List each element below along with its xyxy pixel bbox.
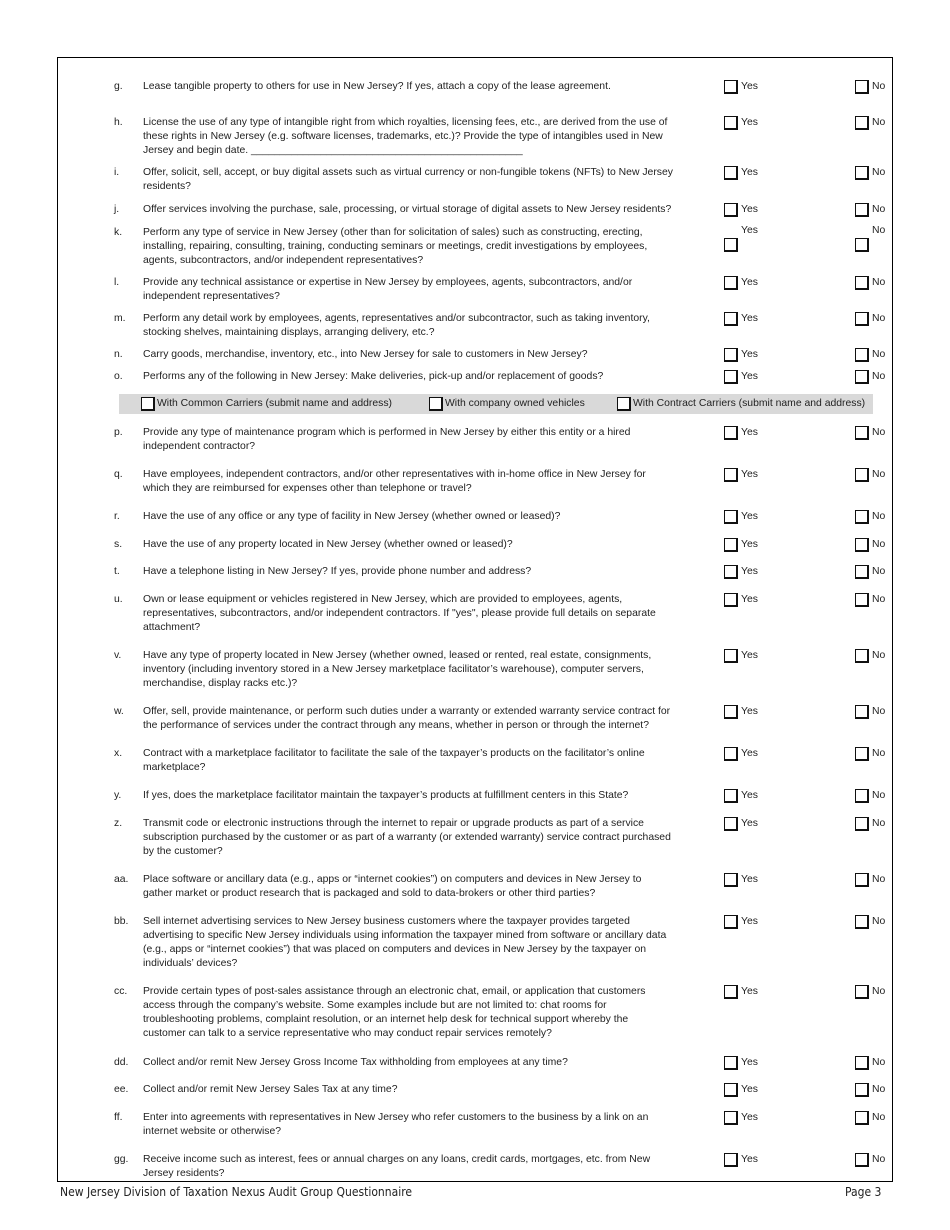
yes-label: Yes	[741, 277, 758, 288]
question-letter: v.	[114, 650, 122, 661]
no-checkbox[interactable]	[855, 426, 869, 440]
no-label: No	[872, 874, 886, 885]
company-vehicles-label: With company owned vehicles	[445, 398, 585, 409]
no-checkbox[interactable]	[855, 116, 869, 130]
question-text: Receive income such as interest, fees or annual charges on any loans, credit cards, mortgages, etc. from New Jersey residents?	[143, 1154, 651, 1179]
yes-label: Yes	[741, 469, 758, 480]
yes-checkbox[interactable]	[724, 538, 738, 552]
no-label: No	[872, 986, 886, 997]
no-label: No	[872, 427, 886, 438]
page-number: Page 3	[845, 1185, 882, 1199]
no-label: No	[872, 1112, 886, 1123]
contract-carriers-checkbox[interactable]	[617, 397, 631, 411]
yes-label: Yes	[741, 706, 758, 717]
question-letter: ff.	[114, 1112, 123, 1123]
question-letter: bb.	[114, 916, 129, 927]
yes-label: Yes	[741, 371, 758, 382]
question-text: Enter into agreements with representatives in New Jersey who refer customers to the business by a link on an internet website or otherwise?	[143, 1112, 649, 1137]
question-text: Have any type of property located in New Jersey (whether owned, leased or rented, real estate, consignments, inventory (including inventory stored in a New Jersey marketplace facilitator’s warehouse), computer servers, merchandise, display racks etc.)?	[143, 650, 652, 689]
yes-checkbox[interactable]	[724, 1083, 738, 1097]
yes-checkbox[interactable]	[724, 238, 738, 252]
yes-checkbox[interactable]	[724, 789, 738, 803]
no-checkbox[interactable]	[855, 238, 869, 252]
yes-checkbox[interactable]	[724, 203, 738, 217]
no-label: No	[872, 81, 886, 92]
yes-checkbox[interactable]	[724, 985, 738, 999]
yes-checkbox[interactable]	[724, 276, 738, 290]
question-text: Offer, sell, provide maintenance, or perform such duties under a warranty or extended warranty service contract for the performance of services under the contract through any means, whether in person or through the internet?	[143, 706, 671, 731]
no-label: No	[872, 594, 886, 605]
yes-label: Yes	[741, 1112, 758, 1123]
yes-label: Yes	[741, 167, 758, 178]
yes-label: Yes	[741, 1084, 758, 1095]
no-checkbox[interactable]	[855, 1153, 869, 1167]
question-text: Provide certain types of post-sales assistance through an electronic chat, email, or application that customers access through the company’s website. Some examples include but are not limited to: chat rooms for troubleshooting problems, complaint resolution, or an internet help desk for technical support whereby the customer can talk to a service representative who may conduct repair services remotely?	[143, 986, 646, 1039]
company-vehicles-checkbox[interactable]	[429, 397, 443, 411]
no-label: No	[872, 469, 886, 480]
question-letter: x.	[114, 748, 123, 759]
contract-carriers-label: With Contract Carriers (submit name and address)	[633, 398, 866, 409]
yes-checkbox[interactable]	[724, 915, 738, 929]
yes-checkbox[interactable]	[724, 817, 738, 831]
question-text: If yes, does the marketplace facilitator maintain the taxpayer’s products at fulfillment centers in this State?	[143, 790, 629, 801]
question-letter: cc.	[114, 986, 128, 997]
no-checkbox[interactable]	[855, 1056, 869, 1070]
no-checkbox[interactable]	[855, 985, 869, 999]
no-label: No	[872, 539, 886, 550]
yes-label: Yes	[741, 539, 758, 550]
yes-checkbox[interactable]	[724, 80, 738, 94]
no-checkbox[interactable]	[855, 166, 869, 180]
yes-checkbox[interactable]	[724, 510, 738, 524]
no-label: No	[872, 706, 886, 717]
question-letter: l.	[114, 277, 120, 288]
question-text: Collect and/or remit New Jersey Sales Tax at any time?	[143, 1084, 398, 1095]
yes-checkbox[interactable]	[724, 649, 738, 663]
no-label: No	[872, 790, 886, 801]
yes-checkbox[interactable]	[724, 1056, 738, 1070]
question-letter: s.	[114, 539, 123, 550]
question-letter: aa.	[114, 874, 129, 885]
yes-label: Yes	[741, 916, 758, 927]
no-checkbox[interactable]	[855, 817, 869, 831]
yes-label: Yes	[741, 874, 758, 885]
question-letter: t.	[114, 566, 120, 577]
question-text: Have a telephone listing in New Jersey? If yes, provide phone number and address?	[143, 566, 532, 577]
yes-label: Yes	[741, 117, 758, 128]
question-text: Provide any type of maintenance program which is performed in New Jersey by either this entity or a hired independent contractor?	[143, 427, 631, 452]
question-letter: i.	[114, 167, 120, 178]
question-letter: y.	[114, 790, 122, 801]
no-label: No	[872, 117, 886, 128]
yes-checkbox[interactable]	[724, 370, 738, 384]
no-label: No	[872, 167, 886, 178]
yes-checkbox[interactable]	[724, 166, 738, 180]
common-carriers-checkbox[interactable]	[141, 397, 155, 411]
no-label: No	[872, 1084, 886, 1095]
no-label: No	[872, 1057, 886, 1068]
yes-checkbox[interactable]	[724, 426, 738, 440]
yes-label: Yes	[741, 818, 758, 829]
question-text: Collect and/or remit New Jersey Gross Income Tax withholding from employees at any time?	[143, 1057, 568, 1068]
question-text: Perform any detail work by employees, agents, representatives and/or subcontractor, such as taking inventory, stocking shelves, maintaining displays, arranging delivery, etc.?	[143, 313, 650, 338]
no-label: No	[872, 818, 886, 829]
no-checkbox[interactable]	[855, 649, 869, 663]
question-letter: z.	[114, 818, 123, 829]
question-letter: w.	[114, 706, 124, 717]
question-text: Offer services involving the purchase, sale, processing, or virtual storage of digital assets to New Jersey residents?	[143, 204, 672, 215]
no-label: No	[872, 349, 886, 360]
question-text: Own or lease equipment or vehicles registered in New Jersey, which are provided to employees, agents, representatives, subcontractors, and/or independent contractors. If "yes", please provide full details on separate attachment?	[143, 594, 656, 633]
no-label: No	[872, 225, 886, 236]
no-checkbox[interactable]	[855, 1111, 869, 1125]
question-letter: dd.	[114, 1057, 129, 1068]
no-label: No	[872, 371, 886, 382]
question-letter: k.	[114, 227, 123, 238]
no-label: No	[872, 1154, 886, 1165]
yes-label: Yes	[741, 1154, 758, 1165]
yes-label: Yes	[741, 81, 758, 92]
question-letter: r.	[114, 511, 120, 522]
question-text: Carry goods, merchandise, inventory, etc., into New Jersey for sale to customers in New Jersey?	[143, 349, 588, 360]
no-label: No	[872, 650, 886, 661]
yes-checkbox[interactable]	[724, 565, 738, 579]
no-checkbox[interactable]	[855, 565, 869, 579]
question-text: Transmit code or electronic instructions through the internet to repair or upgrade products as part of a service subscription purchased by the customer or as part of a warranty (or extended warranty) service contract purchased by the customer?	[143, 818, 671, 857]
no-label: No	[872, 204, 886, 215]
yes-checkbox[interactable]	[724, 1111, 738, 1125]
yes-label: Yes	[741, 650, 758, 661]
no-label: No	[872, 277, 886, 288]
yes-checkbox[interactable]	[724, 468, 738, 482]
question-letter: g.	[114, 81, 123, 92]
no-checkbox[interactable]	[855, 203, 869, 217]
no-label: No	[872, 748, 886, 759]
question-letter: j.	[114, 204, 120, 215]
yes-label: Yes	[741, 566, 758, 577]
question-text: Perform any type of service in New Jersey (other than for solicitation of sales) such as constructing, erecting, installing, repairing, consulting, training, conducting seminars or meetings, credit investigations by employees, agents, subcontractors, and/or independent representatives?	[143, 227, 648, 266]
question-letter: n.	[114, 349, 123, 360]
question-text: Sell internet advertising services to New Jersey business customers where the taxpayer provides targeted advertising to specific New Jersey individuals using information the taxpayer mined from software or ancillary data (e.g., apps or “internet cookies”) that was placed on computers and devices in New Jersey by the taxpayer on individuals’ devices?	[143, 916, 667, 969]
yes-checkbox[interactable]	[724, 312, 738, 326]
no-checkbox[interactable]	[855, 747, 869, 761]
no-checkbox[interactable]	[855, 705, 869, 719]
no-checkbox[interactable]	[855, 276, 869, 290]
question-letter: p.	[114, 427, 123, 438]
yes-checkbox[interactable]	[724, 116, 738, 130]
no-checkbox[interactable]	[855, 789, 869, 803]
no-checkbox[interactable]	[855, 312, 869, 326]
no-label: No	[872, 511, 886, 522]
question-text: Place software or ancillary data (e.g., apps or “internet cookies”) on computers and devices in New Jersey to gather market or product research that is packaged and sold to data-brokers or other third parties?	[143, 874, 642, 899]
common-carriers-label: With Common Carriers (submit name and address)	[157, 398, 393, 409]
no-label: No	[872, 566, 886, 577]
carrier-options-bar	[119, 394, 873, 414]
question-letter: q.	[114, 469, 123, 480]
yes-label: Yes	[741, 790, 758, 801]
yes-label: Yes	[741, 986, 758, 997]
no-checkbox[interactable]	[855, 593, 869, 607]
yes-label: Yes	[741, 1057, 758, 1068]
no-label: No	[872, 313, 886, 324]
yes-label: Yes	[741, 511, 758, 522]
yes-checkbox[interactable]	[724, 873, 738, 887]
question-text: License the use of any type of intangible right from which royalties, licensing fees, etc., are derived from the use of these rights in New Jersey (e.g. software licenses, trademarks, etc.)? Provide the type of intangibles used in New Jersey and begin date. _______________________________________________	[143, 117, 668, 156]
no-checkbox[interactable]	[855, 348, 869, 362]
question-text: Lease tangible property to others for use in New Jersey? If yes, attach a copy of the lease agreement.	[143, 81, 611, 92]
question-letter: h.	[114, 117, 123, 128]
question-text: Have the use of any office or any type of facility in New Jersey (whether owned or leased)?	[143, 511, 561, 522]
yes-checkbox[interactable]	[724, 705, 738, 719]
no-label: No	[872, 916, 886, 927]
yes-label: Yes	[741, 427, 758, 438]
no-checkbox[interactable]	[855, 510, 869, 524]
yes-label: Yes	[741, 313, 758, 324]
no-checkbox[interactable]	[855, 1083, 869, 1097]
yes-label: Yes	[741, 349, 758, 360]
question-text: Have employees, independent contractors, and/or other representatives with in-home office in New Jersey for which they are reimbursed for expenses other than telephone or travel?	[143, 469, 646, 494]
question-text: Contract with a marketplace facilitator to facilitate the sale of the taxpayer’s products on the facilitator’s online marketplace?	[143, 748, 645, 773]
no-checkbox[interactable]	[855, 538, 869, 552]
yes-checkbox[interactable]	[724, 1153, 738, 1167]
question-letter: m.	[114, 313, 126, 324]
footer-title: New Jersey Division of Taxation Nexus Audit Group Questionnaire	[60, 1185, 413, 1199]
question-letter: o.	[114, 371, 123, 382]
question-text: Have the use of any property located in New Jersey (whether owned or leased)?	[143, 539, 513, 550]
question-letter: gg.	[114, 1154, 129, 1165]
yes-checkbox[interactable]	[724, 747, 738, 761]
yes-label: Yes	[741, 748, 758, 759]
yes-label: Yes	[741, 204, 758, 215]
question-text: Offer, solicit, sell, accept, or buy digital assets such as virtual currency or non-fungible tokens (NFTs) to New Jersey residents?	[143, 167, 673, 192]
yes-checkbox[interactable]	[724, 593, 738, 607]
yes-label: Yes	[741, 225, 758, 236]
yes-label: Yes	[741, 594, 758, 605]
question-text: Provide any technical assistance or expertise in New Jersey by employees, agents, subcontractors, and/or independent representatives?	[143, 277, 633, 302]
no-checkbox[interactable]	[855, 370, 869, 384]
no-checkbox[interactable]	[855, 915, 869, 929]
question-letter: ee.	[114, 1084, 129, 1095]
yes-checkbox[interactable]	[724, 348, 738, 362]
question-text: Performs any of the following in New Jersey: Make deliveries, pick-up and/or replacement of goods?	[143, 371, 604, 382]
no-checkbox[interactable]	[855, 873, 869, 887]
question-letter: u.	[114, 594, 123, 605]
no-checkbox[interactable]	[855, 468, 869, 482]
no-checkbox[interactable]	[855, 80, 869, 94]
